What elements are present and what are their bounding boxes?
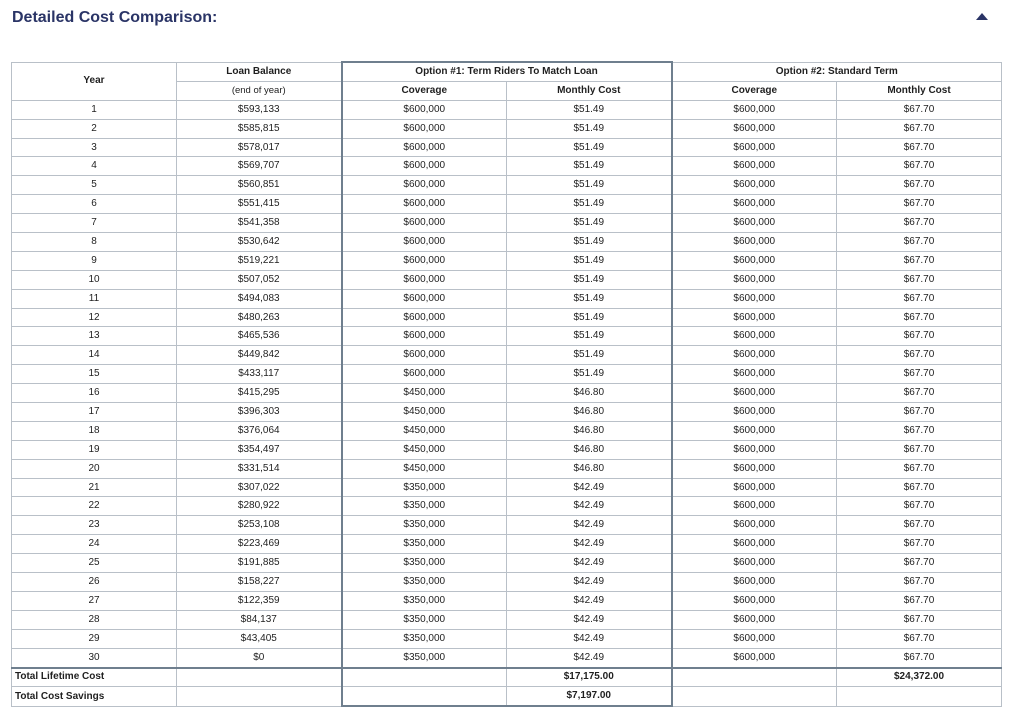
loan-balance-cell: $519,221 [177,251,342,270]
year-cell: 3 [12,138,177,157]
option2-monthly-cost-cell: $67.70 [837,100,1002,119]
option2-monthly-cost-cell: $67.70 [837,403,1002,422]
year-cell: 9 [12,251,177,270]
table-row [12,251,1002,270]
table-row [12,478,1002,497]
header-loan-balance: Loan Balance [177,62,342,81]
table-row [12,516,1002,535]
year-cell: 24 [12,535,177,554]
option1-monthly-cost-cell: $42.49 [507,573,672,592]
option2-monthly-cost-cell: $67.70 [837,554,1002,573]
loan-balance-cell: $551,415 [177,195,342,214]
option1-monthly-cost-cell: $51.49 [507,119,672,138]
option2-coverage-cell: $600,000 [672,554,837,573]
year-cell: 27 [12,591,177,610]
option2-coverage-cell: $600,000 [672,346,837,365]
table-row [12,119,1002,138]
total-lifetime-empty [672,668,837,687]
option1-coverage-cell: $600,000 [342,233,507,252]
option2-monthly-cost-cell: $67.70 [837,610,1002,629]
header-option1: Option #1: Term Riders To Match Loan [342,62,672,81]
option1-monthly-cost-cell: $51.49 [507,270,672,289]
year-cell: 16 [12,384,177,403]
loan-balance-cell: $415,295 [177,384,342,403]
option1-monthly-cost-cell: $42.49 [507,610,672,629]
total-lifetime-label: Total Lifetime Cost [12,668,177,687]
cost-comparison-table [11,61,1002,707]
table-row [12,648,1002,667]
table-row [12,535,1002,554]
option2-coverage-cell: $600,000 [672,629,837,648]
section-title: Detailed Cost Comparison: [12,9,218,26]
loan-balance-cell: $569,707 [177,157,342,176]
option2-monthly-cost-cell: $67.70 [837,535,1002,554]
option1-monthly-cost-cell: $51.49 [507,251,672,270]
option2-coverage-cell: $600,000 [672,497,837,516]
option1-monthly-cost-cell: $42.49 [507,591,672,610]
loan-balance-cell: $253,108 [177,516,342,535]
option1-coverage-cell: $350,000 [342,478,507,497]
loan-balance-cell: $307,022 [177,478,342,497]
option1-coverage-cell: $450,000 [342,459,507,478]
loan-balance-cell: $593,133 [177,100,342,119]
table-row [12,384,1002,403]
option1-coverage-cell: $600,000 [342,119,507,138]
option1-monthly-cost-cell: $46.80 [507,440,672,459]
loan-balance-cell: $433,117 [177,365,342,384]
option1-monthly-cost-cell: $46.80 [507,421,672,440]
option1-coverage-cell: $600,000 [342,157,507,176]
option2-coverage-cell: $600,000 [672,157,837,176]
option1-coverage-cell: $600,000 [342,289,507,308]
year-cell: 10 [12,270,177,289]
year-cell: 5 [12,176,177,195]
option2-monthly-cost-cell: $67.70 [837,176,1002,195]
table-row [12,289,1002,308]
option1-coverage-cell: $600,000 [342,100,507,119]
total-savings-empty [177,687,342,706]
option1-coverage-cell: $600,000 [342,195,507,214]
table-row [12,573,1002,592]
option2-coverage-cell: $600,000 [672,214,837,233]
option1-monthly-cost-cell: $42.49 [507,497,672,516]
loan-balance-cell: $560,851 [177,176,342,195]
option2-monthly-cost-cell: $67.70 [837,157,1002,176]
option1-monthly-cost-cell: $51.49 [507,195,672,214]
option2-coverage-cell: $600,000 [672,591,837,610]
year-cell: 11 [12,289,177,308]
year-cell: 8 [12,233,177,252]
header-year: Year [12,62,177,100]
option2-coverage-cell: $600,000 [672,138,837,157]
option1-monthly-cost-cell: $51.49 [507,346,672,365]
option1-coverage-cell: $350,000 [342,610,507,629]
option2-coverage-cell: $600,000 [672,251,837,270]
option2-monthly-cost-cell: $67.70 [837,573,1002,592]
option1-coverage-cell: $600,000 [342,327,507,346]
option2-coverage-cell: $600,000 [672,573,837,592]
option1-monthly-cost-cell: $46.80 [507,384,672,403]
table-row [12,100,1002,119]
total-lifetime-empty [342,668,507,687]
year-cell: 20 [12,459,177,478]
loan-balance-cell: $530,642 [177,233,342,252]
loan-balance-cell: $494,083 [177,289,342,308]
option1-coverage-cell: $350,000 [342,554,507,573]
option2-coverage-cell: $600,000 [672,421,837,440]
option2-coverage-cell: $600,000 [672,365,837,384]
header-option1-monthly-cost: Monthly Cost [507,81,672,100]
header-option2-coverage: Coverage [672,81,837,100]
loan-balance-cell: $396,303 [177,403,342,422]
option1-coverage-cell: $600,000 [342,251,507,270]
option2-monthly-cost-cell: $67.70 [837,327,1002,346]
total-savings-empty [672,687,837,706]
table-row [12,497,1002,516]
loan-balance-cell: $43,405 [177,629,342,648]
total-savings-empty [342,687,507,706]
collapse-toggle[interactable] [975,12,989,22]
option2-monthly-cost-cell: $67.70 [837,270,1002,289]
option1-coverage-cell: $450,000 [342,421,507,440]
loan-balance-cell: $541,358 [177,214,342,233]
table-row [12,365,1002,384]
header-option2: Option #2: Standard Term [672,62,1002,81]
total-savings-empty [837,687,1002,706]
option2-coverage-cell: $600,000 [672,195,837,214]
option1-monthly-cost-cell: $46.80 [507,403,672,422]
year-cell: 7 [12,214,177,233]
option2-monthly-cost-cell: $67.70 [837,648,1002,667]
option2-coverage-cell: $600,000 [672,100,837,119]
option2-coverage-cell: $600,000 [672,610,837,629]
option2-coverage-cell: $600,000 [672,233,837,252]
total-lifetime-row [12,668,1002,687]
total-lifetime-empty [177,668,342,687]
table-row [12,346,1002,365]
option1-coverage-cell: $600,000 [342,138,507,157]
table-row [12,629,1002,648]
year-cell: 15 [12,365,177,384]
option1-coverage-cell: $450,000 [342,384,507,403]
option2-coverage-cell: $600,000 [672,327,837,346]
loan-balance-cell: $158,227 [177,573,342,592]
loan-balance-cell: $376,064 [177,421,342,440]
option2-monthly-cost-cell: $67.70 [837,308,1002,327]
option1-monthly-cost-cell: $51.49 [507,100,672,119]
option2-coverage-cell: $600,000 [672,648,837,667]
total-savings-row [12,687,1002,706]
table-row [12,138,1002,157]
option2-monthly-cost-cell: $67.70 [837,365,1002,384]
year-cell: 18 [12,421,177,440]
loan-balance-cell: $223,469 [177,535,342,554]
option2-coverage-cell: $600,000 [672,176,837,195]
table-row [12,214,1002,233]
option2-monthly-cost-cell: $67.70 [837,497,1002,516]
option2-coverage-cell: $600,000 [672,308,837,327]
option2-monthly-cost-cell: $67.70 [837,138,1002,157]
loan-balance-cell: $585,815 [177,119,342,138]
loan-balance-cell: $480,263 [177,308,342,327]
caret-up-icon [975,12,989,22]
year-cell: 6 [12,195,177,214]
table-row [12,459,1002,478]
loan-balance-cell: $354,497 [177,440,342,459]
option2-monthly-cost-cell: $67.70 [837,516,1002,535]
option1-monthly-cost-cell: $42.49 [507,648,672,667]
year-cell: 25 [12,554,177,573]
option1-coverage-cell: $600,000 [342,365,507,384]
table-row [12,554,1002,573]
year-cell: 12 [12,308,177,327]
option1-coverage-cell: $600,000 [342,346,507,365]
year-cell: 17 [12,403,177,422]
loan-balance-cell: $507,052 [177,270,342,289]
option1-monthly-cost-cell: $51.49 [507,327,672,346]
loan-balance-cell: $84,137 [177,610,342,629]
loan-balance-cell: $578,017 [177,138,342,157]
option1-monthly-cost-cell: $51.49 [507,289,672,308]
year-cell: 14 [12,346,177,365]
option1-monthly-cost-cell: $42.49 [507,629,672,648]
loan-balance-cell: $449,842 [177,346,342,365]
option2-coverage-cell: $600,000 [672,270,837,289]
loan-balance-cell: $280,922 [177,497,342,516]
table-row [12,440,1002,459]
option1-coverage-cell: $350,000 [342,591,507,610]
option2-monthly-cost-cell: $67.70 [837,119,1002,138]
option2-coverage-cell: $600,000 [672,440,837,459]
year-cell: 26 [12,573,177,592]
option2-monthly-cost-cell: $67.70 [837,384,1002,403]
header-loan-balance-sub: (end of year) [177,81,342,100]
option2-monthly-cost-cell: $67.70 [837,289,1002,308]
option1-coverage-cell: $350,000 [342,497,507,516]
option1-coverage-cell: $450,000 [342,403,507,422]
option1-coverage-cell: $350,000 [342,629,507,648]
option2-coverage-cell: $600,000 [672,289,837,308]
option1-coverage-cell: $600,000 [342,176,507,195]
option2-monthly-cost-cell: $67.70 [837,459,1002,478]
loan-balance-cell: $331,514 [177,459,342,478]
option2-monthly-cost-cell: $67.70 [837,251,1002,270]
option2-monthly-cost-cell: $67.70 [837,233,1002,252]
option1-coverage-cell: $450,000 [342,440,507,459]
table-row [12,421,1002,440]
table-row [12,327,1002,346]
option1-monthly-cost-cell: $51.49 [507,365,672,384]
year-cell: 30 [12,648,177,667]
option2-coverage-cell: $600,000 [672,535,837,554]
table-row [12,270,1002,289]
option2-monthly-cost-cell: $67.70 [837,421,1002,440]
option1-monthly-cost-cell: $51.49 [507,138,672,157]
option2-coverage-cell: $600,000 [672,384,837,403]
option2-coverage-cell: $600,000 [672,119,837,138]
option1-monthly-cost-cell: $51.49 [507,308,672,327]
option1-monthly-cost-cell: $51.49 [507,176,672,195]
table-row [12,308,1002,327]
option1-monthly-cost-cell: $51.49 [507,233,672,252]
option1-monthly-cost-cell: $42.49 [507,554,672,573]
header-option2-monthly-cost: Monthly Cost [837,81,1002,100]
option1-monthly-cost-cell: $51.49 [507,157,672,176]
year-cell: 4 [12,157,177,176]
option1-coverage-cell: $600,000 [342,308,507,327]
option2-monthly-cost-cell: $67.70 [837,346,1002,365]
table-row [12,233,1002,252]
option2-coverage-cell: $600,000 [672,403,837,422]
option1-coverage-cell: $600,000 [342,270,507,289]
option1-monthly-cost-cell: $42.49 [507,535,672,554]
option2-coverage-cell: $600,000 [672,459,837,478]
option1-coverage-cell: $350,000 [342,648,507,667]
table-row [12,610,1002,629]
option2-monthly-cost-cell: $67.70 [837,195,1002,214]
table-row [12,176,1002,195]
total-savings-label: Total Cost Savings [12,687,177,706]
table-row [12,195,1002,214]
loan-balance-cell: $191,885 [177,554,342,573]
header-option1-coverage: Coverage [342,81,507,100]
option2-monthly-cost-cell: $67.70 [837,214,1002,233]
option1-monthly-cost-cell: $42.49 [507,516,672,535]
loan-balance-cell: $465,536 [177,327,342,346]
option1-coverage-cell: $350,000 [342,573,507,592]
year-cell: 28 [12,610,177,629]
option2-monthly-cost-cell: $67.70 [837,629,1002,648]
option2-monthly-cost-cell: $67.70 [837,478,1002,497]
option1-coverage-cell: $350,000 [342,516,507,535]
table-row [12,403,1002,422]
option1-monthly-cost-cell: $46.80 [507,459,672,478]
year-cell: 21 [12,478,177,497]
option2-monthly-cost-cell: $67.70 [837,591,1002,610]
option2-coverage-cell: $600,000 [672,478,837,497]
option1-monthly-cost-cell: $51.49 [507,214,672,233]
option2-coverage-cell: $600,000 [672,516,837,535]
loan-balance-cell: $122,359 [177,591,342,610]
option2-lifetime-cost: $24,372.00 [837,668,1002,687]
year-cell: 1 [12,100,177,119]
option2-monthly-cost-cell: $67.70 [837,440,1002,459]
section-header [12,8,1012,32]
option1-monthly-cost-cell: $42.49 [507,478,672,497]
option1-cost-savings: $7,197.00 [507,687,672,706]
year-cell: 2 [12,119,177,138]
option1-coverage-cell: $600,000 [342,214,507,233]
option1-lifetime-cost: $17,175.00 [507,668,672,687]
table-row [12,157,1002,176]
year-cell: 19 [12,440,177,459]
year-cell: 22 [12,497,177,516]
year-cell: 29 [12,629,177,648]
option1-coverage-cell: $350,000 [342,535,507,554]
table-row [12,591,1002,610]
year-cell: 23 [12,516,177,535]
year-cell: 13 [12,327,177,346]
loan-balance-cell: $0 [177,648,342,667]
